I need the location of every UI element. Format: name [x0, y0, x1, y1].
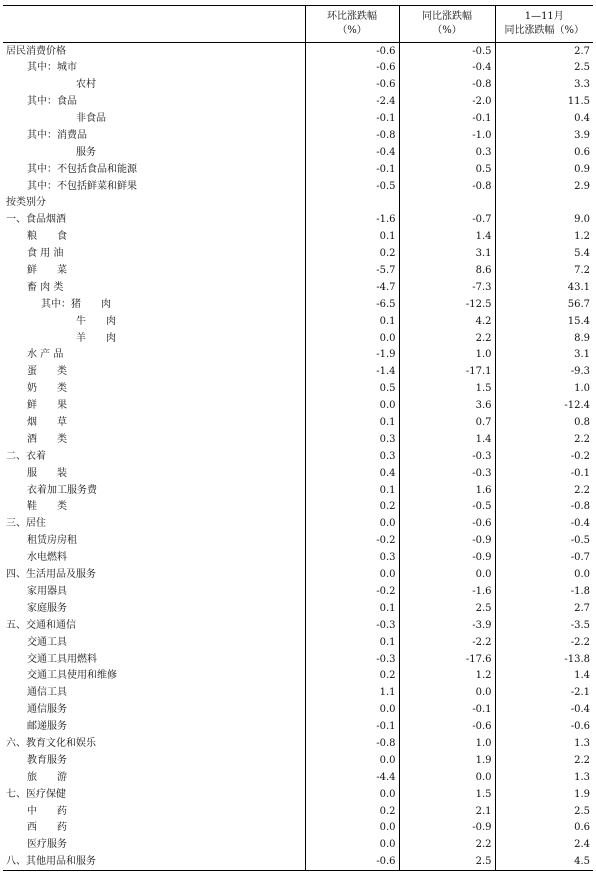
mom-change-value: -6.5 [305, 296, 399, 313]
cumulative-yoy-value: 1.0 [495, 380, 593, 397]
table-row [3, 414, 593, 431]
cumulative-yoy-value: 0.0 [495, 566, 593, 583]
mom-change-value: -0.3 [305, 617, 399, 634]
cumulative-yoy-value: 3.3 [495, 76, 593, 93]
row-label: 家庭服务 [27, 602, 67, 614]
yoy-change-value: -0.8 [399, 178, 495, 195]
table-row [3, 448, 593, 465]
row-label: 交通工具 [27, 636, 67, 648]
table-row [3, 431, 593, 448]
cumulative-yoy-value: 2.7 [495, 600, 593, 617]
table-row [3, 59, 593, 76]
row-label: 其中：消费品 [27, 129, 87, 141]
table-row [3, 296, 593, 313]
mom-change-value: -0.6 [305, 59, 399, 76]
mom-change-value: 0.2 [305, 667, 399, 684]
mom-change-value: -1.9 [305, 347, 399, 364]
header-mom-title: 环比涨跌幅 [327, 11, 377, 22]
yoy-change-value: -0.7 [399, 211, 495, 228]
mom-change-value: 0.5 [305, 380, 399, 397]
yoy-change-value: 1.2 [399, 667, 495, 684]
cumulative-yoy-value: 2.7 [495, 43, 593, 60]
row-label: 非食品 [76, 113, 106, 124]
mom-change-value: 0.1 [305, 600, 399, 617]
table-row [3, 735, 593, 752]
mom-change-value: 0.2 [305, 245, 399, 262]
mom-change-value: 0.0 [305, 515, 399, 532]
cumulative-yoy-value: -0.4 [495, 701, 593, 718]
mom-change-value: -0.8 [305, 735, 399, 752]
cumulative-yoy-value: 3.9 [495, 127, 593, 144]
yoy-change-value: -0.9 [399, 549, 495, 566]
mom-change-value: 0.0 [305, 566, 399, 583]
yoy-change-value: -0.5 [399, 499, 495, 516]
table-body [3, 43, 593, 871]
mom-change-value: -0.1 [305, 718, 399, 735]
cumulative-yoy-value: 0.6 [495, 144, 593, 161]
cumulative-yoy-value: 2.9 [495, 178, 593, 195]
mom-change-value: -4.4 [305, 769, 399, 786]
row-label: 水电燃料 [27, 552, 67, 564]
cumulative-yoy-value: 0.4 [495, 110, 593, 127]
row-label: 交通工具用燃料 [27, 653, 97, 665]
yoy-change-value: 2.1 [399, 803, 495, 820]
header-mom [305, 6, 399, 43]
cumulative-yoy-value: 2.5 [495, 59, 593, 76]
yoy-change-value: 1.5 [399, 380, 495, 397]
table-header [3, 6, 593, 43]
row-label: 服务 [76, 146, 96, 158]
yoy-change-value: 0.0 [399, 684, 495, 701]
mom-change-value: 0.0 [305, 819, 399, 836]
yoy-change-value: 2.2 [399, 330, 495, 347]
row-label: 交通工具使用和维修 [27, 670, 117, 682]
cumulative-yoy-value: -0.6 [495, 718, 593, 735]
mom-change-value: -4.7 [305, 279, 399, 296]
table-row [3, 313, 593, 330]
table-row [3, 583, 593, 600]
yoy-change-value: 2.2 [399, 836, 495, 853]
yoy-change-value: -0.9 [399, 532, 495, 549]
cumulative-yoy-value: 1.3 [495, 735, 593, 752]
cumulative-yoy-value: 4.5 [495, 853, 593, 870]
cumulative-yoy-value: 8.9 [495, 330, 593, 347]
row-label: 二、衣着 [6, 450, 46, 462]
mom-change-value: 0.1 [305, 634, 399, 651]
yoy-change-value: 1.9 [399, 752, 495, 769]
mom-change-value: 0.4 [305, 465, 399, 482]
yoy-change-value: -12.5 [399, 296, 495, 313]
header-label-cell [3, 6, 305, 43]
cumulative-yoy-value: -12.4 [495, 397, 593, 414]
cumulative-yoy-value: -0.4 [495, 515, 593, 532]
row-label: 奶 类 [27, 383, 67, 395]
row-label: 五、交通和通信 [6, 619, 76, 631]
row-label: 八、其他用品和服务 [3, 853, 305, 870]
table-row [3, 262, 593, 279]
mom-change-value: -2.4 [305, 93, 399, 110]
mom-change-value: 0.2 [305, 803, 399, 820]
table-row [3, 161, 593, 178]
yoy-change-value: 1.0 [399, 735, 495, 752]
row-label: 畜 肉 类 [27, 281, 64, 293]
mom-change-value: 0.1 [305, 313, 399, 330]
row-label: 六、教育文化和娱乐 [6, 737, 96, 749]
cumulative-yoy-value: 9.0 [495, 211, 593, 228]
row-label: 鞋 类 [27, 501, 67, 513]
row-label: 食 用 油 [27, 248, 64, 260]
cumulative-yoy-value: -0.5 [495, 532, 593, 549]
yoy-change-value: -0.6 [399, 515, 495, 532]
cumulative-yoy-value: 1.3 [495, 769, 593, 786]
yoy-change-value [399, 195, 495, 212]
row-label: 医疗服务 [27, 839, 67, 851]
header-cum [495, 6, 593, 43]
cumulative-yoy-value: 2.2 [495, 431, 593, 448]
mom-change-value: -1.6 [305, 211, 399, 228]
cumulative-yoy-value: 3.1 [495, 347, 593, 364]
mom-change-value: 0.0 [305, 330, 399, 347]
yoy-change-value: -0.1 [399, 701, 495, 718]
yoy-change-value: -17.1 [399, 363, 495, 380]
yoy-change-value: -0.6 [399, 718, 495, 735]
table-row [3, 363, 593, 380]
cumulative-yoy-value: -0.1 [495, 465, 593, 482]
table-row [3, 93, 593, 110]
yoy-change-value: -0.9 [399, 819, 495, 836]
row-label: 其中：食品 [27, 96, 77, 108]
row-label: 按类别分 [6, 197, 46, 209]
row-label: 租赁房房租 [27, 535, 77, 547]
mom-change-value: -0.5 [305, 178, 399, 195]
table-row [3, 853, 593, 870]
table-row [3, 347, 593, 364]
row-label: 粮 食 [27, 231, 67, 243]
row-label: 牛 肉 [76, 315, 116, 327]
table-row [3, 465, 593, 482]
cpi-table [3, 5, 593, 871]
row-label: 教育服务 [27, 754, 67, 766]
cumulative-yoy-value: 43.1 [495, 279, 593, 296]
row-label: 四、生活用品及服务 [6, 569, 96, 581]
mom-change-value: -0.3 [305, 651, 399, 668]
header-cum-title: 同比涨跌幅（%） [504, 25, 584, 36]
table-row [3, 515, 593, 532]
header-mom-unit: （%） [337, 25, 367, 36]
mom-change-value: 0.1 [305, 482, 399, 499]
table-row [3, 532, 593, 549]
header-row [3, 6, 593, 43]
yoy-change-value: -7.3 [399, 279, 495, 296]
yoy-change-value: 0.7 [399, 414, 495, 431]
mom-change-value: 0.0 [305, 836, 399, 853]
table-row [3, 178, 593, 195]
mom-change-value: -0.6 [305, 76, 399, 93]
table-row [3, 803, 593, 820]
table-row [3, 43, 593, 60]
table-row [3, 566, 593, 583]
table-row [3, 380, 593, 397]
cumulative-yoy-value: -2.1 [495, 684, 593, 701]
cumulative-yoy-value: 2.2 [495, 482, 593, 499]
mom-change-value: 0.0 [305, 752, 399, 769]
table-row [3, 836, 593, 853]
cumulative-yoy-value: 11.5 [495, 93, 593, 110]
header-yoy-title: 同比涨跌幅 [422, 11, 472, 22]
cumulative-yoy-value: -1.8 [495, 583, 593, 600]
yoy-change-value: 1.4 [399, 431, 495, 448]
yoy-change-value: -0.3 [399, 448, 495, 465]
table-row [3, 752, 593, 769]
yoy-change-value: 1.6 [399, 482, 495, 499]
yoy-change-value: -17.6 [399, 651, 495, 668]
mom-change-value: -0.2 [305, 532, 399, 549]
mom-change-value: 0.0 [305, 397, 399, 414]
row-label: 旅 游 [27, 771, 67, 783]
table-row [3, 819, 593, 836]
row-label: 羊 肉 [76, 332, 116, 344]
yoy-change-value: -0.8 [399, 76, 495, 93]
row-label: 服 装 [27, 467, 67, 479]
mom-change-value: -1.4 [305, 363, 399, 380]
table-row [3, 600, 593, 617]
yoy-change-value: 3.1 [399, 245, 495, 262]
yoy-change-value: -0.1 [399, 110, 495, 127]
cumulative-yoy-value: 56.7 [495, 296, 593, 313]
row-label: 一、食品烟酒 [6, 214, 66, 226]
yoy-change-value: 4.2 [399, 313, 495, 330]
mom-change-value: 0.3 [305, 448, 399, 465]
header-yoy-unit: （%） [432, 25, 462, 36]
header-cum-period: 1—11月 [524, 11, 564, 22]
table-row [3, 684, 593, 701]
yoy-change-value: 0.5 [399, 161, 495, 178]
yoy-change-value: -1.0 [399, 127, 495, 144]
yoy-change-value: 8.6 [399, 262, 495, 279]
mom-change-value: -0.2 [305, 583, 399, 600]
mom-change-value: 0.1 [305, 414, 399, 431]
table-row [3, 211, 593, 228]
cumulative-yoy-value: 0.6 [495, 819, 593, 836]
table-row [3, 330, 593, 347]
row-label: 农村 [76, 79, 96, 91]
cumulative-yoy-value: 2.4 [495, 836, 593, 853]
table-row [3, 279, 593, 296]
yoy-change-value: 1.5 [399, 786, 495, 803]
table-row [3, 245, 593, 262]
table-row [3, 634, 593, 651]
row-label: 中 药 [27, 805, 67, 817]
cumulative-yoy-value: -13.8 [495, 651, 593, 668]
row-label: 鲜 菜 [27, 265, 67, 277]
cumulative-yoy-value: -0.7 [495, 549, 593, 566]
table-row [3, 144, 593, 161]
row-label: 居民消费价格 [6, 45, 66, 57]
row-label: 其中：猪 肉 [41, 298, 111, 310]
yoy-change-value: 2.5 [399, 853, 495, 870]
cumulative-yoy-value: 1.4 [495, 667, 593, 684]
row-label: 其中：城市 [27, 62, 77, 74]
table-row [3, 76, 593, 93]
table-row [3, 499, 593, 516]
yoy-change-value: -2.0 [399, 93, 495, 110]
cumulative-yoy-value: 0.9 [495, 161, 593, 178]
table-row [3, 651, 593, 668]
table-row [3, 769, 593, 786]
mom-change-value: 1.1 [305, 684, 399, 701]
yoy-change-value: 1.4 [399, 228, 495, 245]
cumulative-yoy-value: 0.8 [495, 414, 593, 431]
yoy-change-value: -0.4 [399, 59, 495, 76]
table-row [3, 482, 593, 499]
row-label: 鲜 果 [27, 400, 67, 412]
yoy-change-value: -2.2 [399, 634, 495, 651]
table-row [3, 228, 593, 245]
mom-change-value: -0.1 [305, 161, 399, 178]
table-row [3, 617, 593, 634]
cumulative-yoy-value: 1.2 [495, 228, 593, 245]
cumulative-yoy-value: 2.2 [495, 752, 593, 769]
mom-change-value: 0.0 [305, 786, 399, 803]
cumulative-yoy-value: 15.4 [495, 313, 593, 330]
mom-change-value: -5.7 [305, 262, 399, 279]
row-label: 酒 类 [27, 433, 67, 445]
table-row [3, 195, 593, 212]
mom-change-value: 0.2 [305, 499, 399, 516]
yoy-change-value: 3.6 [399, 397, 495, 414]
mom-change-value: 0.0 [305, 701, 399, 718]
mom-change-value: 0.3 [305, 549, 399, 566]
mom-change-value: 0.1 [305, 228, 399, 245]
row-label: 邮递服务 [27, 721, 67, 733]
yoy-change-value: -3.9 [399, 617, 495, 634]
mom-change-value: -0.6 [305, 853, 399, 870]
cumulative-yoy-value: -9.3 [495, 363, 593, 380]
mom-change-value: 0.3 [305, 431, 399, 448]
cumulative-yoy-value [495, 195, 593, 212]
mom-change-value: -0.8 [305, 127, 399, 144]
row-label: 通信服务 [27, 704, 67, 716]
row-label: 烟 草 [27, 417, 67, 429]
row-label: 水 产 品 [27, 349, 64, 361]
table-row [3, 718, 593, 735]
row-label: 其中：不包括食品和能源 [27, 163, 137, 175]
yoy-change-value: -1.6 [399, 583, 495, 600]
cumulative-yoy-value: -0.8 [495, 499, 593, 516]
mom-change-value: -0.1 [305, 110, 399, 127]
table-row [3, 667, 593, 684]
table-row [3, 786, 593, 803]
table-row [3, 127, 593, 144]
cpi-table-container [3, 5, 593, 871]
table-row [3, 110, 593, 127]
row-label: 七、医疗保健 [6, 788, 66, 800]
row-label: 其中：不包括鲜菜和鲜果 [27, 180, 137, 192]
cumulative-yoy-value: -0.2 [495, 448, 593, 465]
yoy-change-value: 0.3 [399, 144, 495, 161]
mom-change-value: -0.4 [305, 144, 399, 161]
cumulative-yoy-value: 2.5 [495, 803, 593, 820]
row-label: 通信工具 [27, 687, 67, 699]
yoy-change-value: 2.5 [399, 600, 495, 617]
table-row [3, 397, 593, 414]
cumulative-yoy-value: -2.2 [495, 634, 593, 651]
cumulative-yoy-value: -3.5 [495, 617, 593, 634]
table-row [3, 549, 593, 566]
header-yoy [399, 6, 495, 43]
row-label: 蛋 类 [27, 366, 67, 378]
yoy-change-value: -0.3 [399, 465, 495, 482]
cumulative-yoy-value: 1.9 [495, 786, 593, 803]
cumulative-yoy-value: 5.4 [495, 245, 593, 262]
row-label: 西 药 [27, 822, 67, 834]
yoy-change-value: -0.5 [399, 43, 495, 60]
mom-change-value [305, 195, 399, 212]
table-row [3, 701, 593, 718]
yoy-change-value: 0.0 [399, 769, 495, 786]
yoy-change-value: 0.0 [399, 566, 495, 583]
yoy-change-value: 1.0 [399, 347, 495, 364]
mom-change-value: -0.6 [305, 43, 399, 60]
row-label: 家用器具 [27, 585, 67, 597]
row-label: 衣着加工服务费 [27, 484, 97, 496]
row-label: 三、居住 [6, 518, 46, 530]
cumulative-yoy-value: 7.2 [495, 262, 593, 279]
